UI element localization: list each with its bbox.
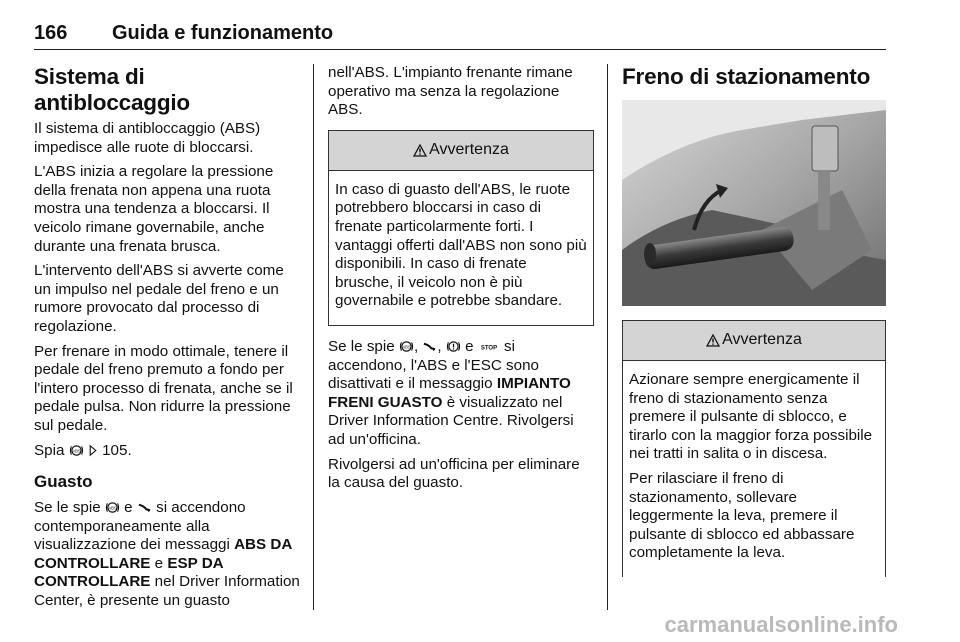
stop-text-icon — [478, 340, 500, 353]
parking-brake-photo — [622, 100, 886, 306]
paragraph: Se le spie ABS e si accendono contemporaneamente alla visualizzazione dei messaggi ABS DA CONTROLLARE e ESP DA CONTROLLARE nel Driver Information Center, è presente un guasto — [34, 499, 300, 610]
subsection-title-guasto: Guasto — [34, 472, 93, 492]
chapter-title: Guida e funzionamento — [112, 22, 334, 44]
warning-text: In caso di guasto dell'ABS, le ruote potrebbero bloccarsi in caso di frenate particolarmente forti. I vantaggi offerti dall'ABS non sono più disponibili. In caso di frenate brusche, il veicolo non è più governabile e potrebbe sbandare. — [335, 180, 587, 310]
svg-text:ABS: ABS — [402, 344, 411, 350]
page-header — [34, 22, 886, 50]
warning-header: Avvertenza — [329, 131, 593, 171]
brake-warning-light-icon — [446, 340, 461, 353]
svg-text:ABS: ABS — [71, 447, 81, 453]
warning-triangle-icon — [413, 144, 427, 157]
abs-warning-light-icon — [105, 501, 120, 514]
esc-car-skid-icon — [137, 501, 152, 514]
section-title-abs: Sistema di antibloccaggio — [34, 64, 190, 115]
warning-triangle-icon — [706, 334, 720, 347]
svg-text:STOP: STOP — [480, 345, 497, 352]
warning-text: Per rilasciare il freno di stazionamento, sollevare leggermente la leva, premere il pulsante di sblocco ed abbassare completamente la leva. — [629, 469, 855, 562]
warning-text: Azionare sempre energicamente il freno di stazionamento senza premere il pulsante di sblocco, e tirarlo con la maggior forza possibile nei tratti in salita o in discesa. — [629, 371, 873, 463]
warning-box — [328, 130, 594, 326]
column-right — [622, 64, 886, 577]
paragraph: Rivolgersi ad un'officina per eliminare la causa del guasto. — [328, 455, 580, 492]
paragraph: Il sistema di antibloccaggio (ABS) impedisce alle ruote di bloccarsi. — [34, 120, 261, 156]
abs-warning-light-icon — [399, 340, 414, 353]
paragraph: L'ABS inizia a regolare la pressione della frenata non appena una ruota mostra una tendenza a bloccarsi. Il veicolo rimane governabile, anche durante una frenata brusca. — [34, 163, 274, 255]
section-title-parking-brake: Freno di stazionamento — [622, 64, 871, 89]
column-divider — [313, 64, 314, 610]
spia-reference: Spia ABS 105. — [34, 441, 132, 459]
column-divider — [607, 64, 608, 610]
page-reference-arrow-icon — [88, 444, 98, 457]
column-left — [34, 64, 300, 617]
column-middle — [328, 64, 594, 499]
abs-warning-light-icon — [69, 444, 84, 457]
paragraph: L'intervento dell'ABS si avverte come un impulso nel pedale del freno e un rumore provocato dal processo di regolazione. — [34, 262, 284, 335]
warning-box — [622, 320, 886, 577]
paragraph: Per frenare in modo ottimale, tenere il pedale del freno premuto a fondo per l'intero processo di frenata, anche se il pedale pulsa. Non ridurre la pressione sul pedale. — [34, 342, 293, 434]
esc-car-skid-icon — [422, 340, 437, 353]
paragraph: nell'ABS. L'impianto frenante rimane operativo ma senza la regolazione ABS. — [328, 64, 573, 119]
svg-text:ABS: ABS — [108, 505, 117, 511]
paragraph: Se le spie ABS , , e STOP si accendono, l'ABS e l'ESC sono disattivati e il messaggio IMPIANTO FRENI GUASTO è visualizzato nel Driver Information Centre. Rivolgersi ad un'officina. — [328, 337, 574, 448]
warning-header: Avvertenza — [623, 321, 885, 361]
watermark: carmanualsonline.info — [664, 612, 898, 637]
page-number: 166 — [34, 22, 68, 44]
